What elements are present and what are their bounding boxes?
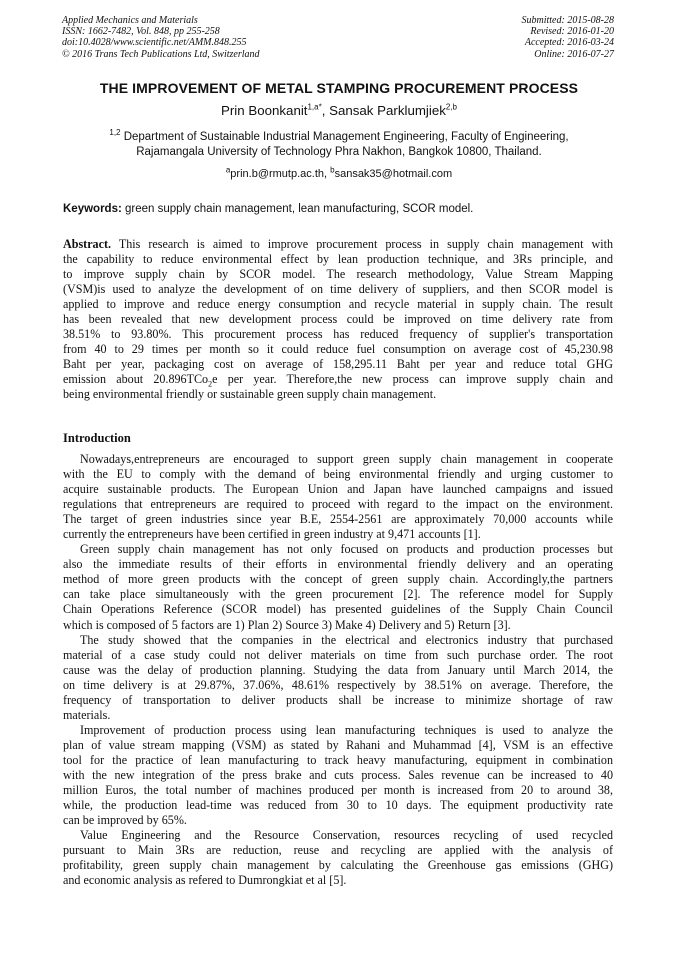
paragraph-line: pursuant to Main 3Rs are reduction, reuse and recycling are applied with the analysis of: [63, 843, 613, 858]
paragraph-line: plan of value stream mapping (VSM) as stated by Rahani and Muhammad [4], VSM is an effective: [63, 737, 613, 752]
abstract-line: applied to improve and reduce energy consumption and recycle material in supply chain. The result: [63, 297, 613, 312]
paragraph-line: acquire sustainable products. The European Union and Japan have launched campaigns and issued: [63, 482, 613, 497]
abstract: [63, 237, 613, 403]
author-name: Sansak Parklumjiek: [329, 103, 446, 118]
paragraph-line: material of a case study could not deliver materials on time from such purchase order. The root: [63, 647, 613, 662]
affiliation-line: Department of Sustainable Industrial Management Engineering, Faculty of Engineering,: [120, 131, 569, 143]
paragraph-line: tool for the practice of lean manufacturing to track heavy manufacturing, equipment in combination: [63, 752, 613, 767]
keywords-text: green supply chain management, lean manufacturing, SCOR model.: [121, 203, 474, 215]
affiliation-marker: 1,2: [109, 128, 121, 138]
paragraph-line: Improvement of production process using lean manufacturing techniques is used to analyze the: [80, 722, 613, 737]
author-affiliation-marker: 2,b: [445, 102, 457, 112]
journal-header-left: [62, 15, 260, 60]
keywords: [63, 203, 473, 215]
paragraph-line: on time delivery is at 29.87%, 37.06%, 48.61% respectively by 38.51% on average. Therefore, the: [63, 677, 613, 692]
paragraph-line: currently the entrepreneurs have been certified in green industry at 9,471 accounts [1].: [63, 527, 481, 542]
paragraph-line: Nowadays,entrepreneurs are encouraged to support green supply chain management in cooperate: [80, 452, 613, 466]
paragraph-line: Chain Operations Reference (SCOR model) has presented guidelines of the Supply Chain Council: [63, 602, 613, 617]
email-marker: a: [225, 165, 231, 175]
abstract-line: 38.51% to 93.80%. This procurement process has reduced frequency of supplier's transportation: [63, 327, 613, 342]
section-heading: Introduction: [63, 431, 131, 445]
author-separator: ,: [321, 103, 330, 118]
paragraph-line: cause was the delay of production planning. Studying the data from January until March 2014, the: [63, 662, 613, 677]
paragraph-line: frequency of transportation to deliver products shall be increase to minimize shortage of raw: [63, 692, 613, 707]
abstract-line: from 40 to 29 times per month so it could reduce fuel consumption on average cost of 45,230.98: [63, 342, 613, 357]
keywords-label: Keywords:: [63, 203, 122, 215]
author-list: [0, 103, 678, 118]
paragraph-line: can take place simultaneously with the green procurement [2]. The reference model for Supply: [63, 587, 613, 602]
paragraph-line: The study showed that the companies in the electrical and electronics industry that purchased: [80, 632, 613, 647]
paragraph-line: with the new integration of the press brake and cuts process. Sales revenue can be increased to 40: [63, 767, 613, 782]
abstract-line: (VSM)is used to analyze the development of on time delivery of suppliers, and then SCOR model is: [63, 282, 613, 297]
paragraph-line: Green supply chain management has not only focused on products and production processes but: [80, 542, 613, 557]
paragraph-line: can be improved by 65%.: [63, 813, 187, 828]
paragraph-line: regulations that entrepreneurs are required to proceed with regard to the impact on the environment.: [63, 497, 613, 512]
paragraph-line: also the immediate results of their efforts in environmental friendly delivery and an operating: [63, 557, 613, 572]
introduction-body: [63, 452, 613, 888]
journal-doi: doi:10.4028/www.scientific.net/AMM.848.255: [62, 37, 247, 49]
paragraph-line: profitability, green supply chain management by calculating the Greenhouse gas emissions (GHG): [63, 858, 613, 873]
date-revised: Revised: 2016-01-20: [530, 26, 614, 38]
author-affiliation-marker: 1,a*: [307, 102, 322, 112]
email-link[interactable]: prin.b@rmutp.ac.th,: [230, 168, 331, 180]
abstract-line: being environmental friendly or sustainable green supply chain management.: [63, 387, 437, 402]
abstract-line: has been revealed that new development process could be improved on time delivery rate from: [63, 312, 613, 327]
email-marker: b: [330, 165, 335, 175]
author-emails: [0, 165, 678, 180]
author-name: Prin Boonkanit: [221, 103, 308, 118]
paragraph-line: with the EU to comply with the demand of being environmental friendly and urging customer to: [63, 467, 613, 482]
email-link[interactable]: sansak35@hotmail.com: [334, 168, 453, 180]
affiliation: [40, 130, 638, 160]
paragraph-line: Value Engineering and the Resource Conservation, resources recycling of used recycled: [80, 828, 613, 843]
paragraph-line: while, the production lead-time was reduced from 30 to 10 days. The equipment productivity rate: [63, 798, 613, 813]
date-submitted: Submitted: 2015-08-28: [521, 15, 614, 26]
paragraph-line: The target of green industries since year B.E, 2554-2561 are approximately 70,000 accounts while: [63, 512, 613, 527]
abstract-line: Baht per year, packaging cost on average of 158,295.11 Baht per year and reduce total GHG: [63, 357, 613, 372]
date-online: Online: 2016-07-27: [534, 48, 614, 60]
paper-title: THE IMPROVEMENT OF METAL STAMPING PROCUREMENT PROCESS: [99, 80, 579, 96]
abstract-line: Abstract. This research is aimed to improve procurement process in supply chain management with: [63, 237, 613, 251]
affiliation-line: Rajamangala University of Technology Phra Nakhon, Bangkok 10800, Thailand.: [136, 146, 542, 158]
abstract-line: the capability to reduce environmental effect by lean production technique, and 3Rs principle, and: [63, 252, 613, 267]
abstract-label: Abstract.: [63, 237, 112, 251]
paragraph-line: method of more green products with the concept of green supply chain. Accordingly,the partners: [63, 572, 613, 587]
journal-header-right: [522, 15, 615, 60]
paragraph-line: and economic analysis as refered to Dumrongkiat et al [5].: [63, 873, 347, 888]
paragraph-line: materials.: [63, 707, 111, 722]
abstract-line: emission about 20.896TCo$_2$e per year. Therefore,the new process can improve supply chain and: [63, 372, 613, 388]
paragraph-line: million Euros, the total number of machines produced per month is increased from 20 to around 38,: [63, 783, 613, 798]
journal-issn: ISSN: 1662-7482, Vol. 848, pp 255-258: [62, 26, 220, 38]
journal-name: Applied Mechanics and Materials: [62, 15, 198, 26]
date-accepted: Accepted: 2016-03-24: [524, 37, 614, 49]
paragraph-line: which is composed of 5 factors are 1) Plan 2) Source 3) Make 4) Delivery and 5) Return [3].: [63, 617, 511, 632]
journal-copyright: © 2016 Trans Tech Publications Ltd, Switzerland: [62, 48, 260, 60]
abstract-line: to improve supply chain by SCOR model. The research methodology, Value Stream Mapping: [63, 267, 613, 282]
